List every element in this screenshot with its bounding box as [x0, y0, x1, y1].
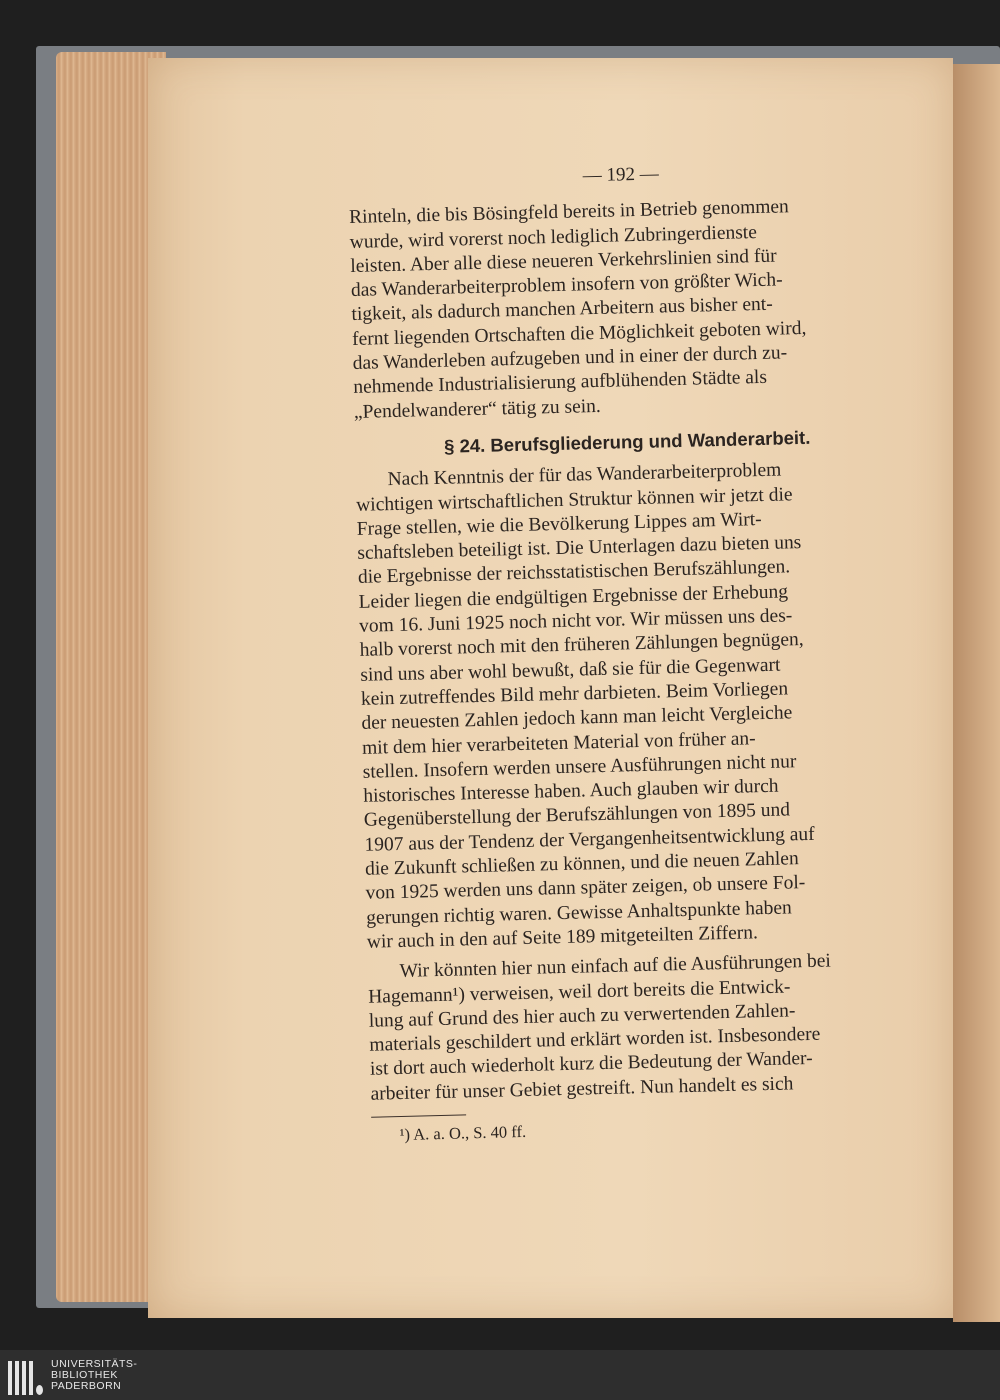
- text-line: ist dort auch wiederholt kurz die Bedeutung der Wander-: [369, 1048, 813, 1081]
- text-line: das Wanderarbeiterproblem insofern von größter Wich-: [350, 269, 783, 302]
- library-logo-text: [51, 1359, 137, 1392]
- section-heading: § 24. Berufsgliederung und Wanderarbeit.: [443, 426, 811, 457]
- paragraph-1: [349, 193, 899, 425]
- text-line: Rinteln, die bis Bösingfeld bereits in Betrieb genommen: [348, 196, 790, 229]
- text-line: wichtigen wirtschaftlichen Struktur können wir jetzt die: [355, 483, 793, 516]
- text-line: arbeiter für unser Gebiet gestreift. Nun handelt es sich: [370, 1073, 794, 1105]
- text-line: vom 16. Juni 1925 noch nicht vor. Wir müssen uns des-: [358, 605, 793, 637]
- text-line: sind uns aber wohl bewußt, daß sie für die Gegenwart: [360, 654, 781, 686]
- text-line: Leider liegen die endgültigen Ergebnisse der Erhebung: [358, 581, 789, 613]
- logo-line: PADERBORN: [51, 1379, 122, 1392]
- text-line: kein zutreffendes Bild mehr darbieten. Beim Vorliegen: [360, 678, 789, 710]
- text-line: halb vorerst noch mit den früheren Zählungen begnügen,: [359, 629, 804, 662]
- text-line: nehmende Industrialisierung aufblühenden Städte als: [353, 367, 768, 399]
- text-line: 1907 aus der Tendenz der Vergangenheitsentwicklung auf: [364, 823, 815, 856]
- page-text: [348, 157, 917, 1148]
- text-line: Hagemann¹) verweisen, weil dort bereits die Entwick-: [367, 975, 791, 1008]
- text-line: Gegenüberstellung der Berufszählungen von 1895 und: [363, 799, 791, 832]
- text-line: der neuesten Zahlen jedoch kann man leicht Vergleiche: [361, 702, 793, 735]
- text-line: Wir könnten hier nun einfach auf die Ausführungen bei: [399, 950, 832, 983]
- text-line: tigkeit, als dadurch manchen Arbeitern aus bisher ent-: [351, 294, 773, 326]
- text-line: Frage stellen, wie die Bevölkerung Lippes am Wirt-: [356, 508, 762, 540]
- footnote-divider: [371, 1114, 466, 1117]
- library-logo-icon: [8, 1355, 43, 1395]
- text-line: wurde, wird vorerst noch lediglich Zubringerdienste: [349, 221, 758, 253]
- text-line: materials geschildert und erklärt worden ist. Insbesondere: [369, 1023, 821, 1056]
- logo-line: BIBLIOTHEK: [51, 1368, 118, 1381]
- text-line: stellen. Insofern werden unsere Ausführungen nicht nur: [362, 751, 797, 783]
- paragraph-2: [355, 456, 912, 955]
- facing-page-edge: [953, 64, 1000, 1322]
- text-line: lung auf Grund des hier auch zu verwertenden Zahlen-: [368, 1000, 796, 1032]
- paragraph-3: [367, 948, 915, 1107]
- text-line: das Wanderleben aufzugeben und in einer der durch zu-: [352, 342, 788, 375]
- text-line: Nach Kenntnis der für das Wanderarbeiterproblem: [387, 459, 782, 491]
- page-number: — 192 —: [582, 163, 659, 187]
- text-line: von 1925 werden uns dann später zeigen, ob unsere Fol-: [365, 872, 806, 905]
- text-line: wir auch in den auf Seite 189 mitgeteilten Ziffern.: [366, 922, 759, 953]
- text-line: die Zukunft schließen zu können, und die neuen Zahlen: [364, 848, 799, 880]
- library-footer: [0, 1350, 1000, 1400]
- text-line: leisten. Aber alle diese neueren Verkehrslinien sind für: [350, 245, 777, 277]
- logo-line: UNIVERSITÄTS-: [51, 1357, 138, 1370]
- text-line: schaftsleben beteiligt ist. Die Unterlagen dazu bieten uns: [357, 532, 802, 565]
- text-line: die Ergebnisse der reichsstatistischen Berufszählungen.: [357, 556, 791, 589]
- text-line: historisches Interesse haben. Auch glauben wir durch: [363, 775, 779, 807]
- text-line: mit dem hier verarbeiteten Material von früher an-: [361, 727, 756, 759]
- text-line: gerungen richtig waren. Gewisse Anhaltspunkte haben: [366, 896, 793, 929]
- text-line: fernt liegenden Ortschaften die Möglichkeit geboten wird,: [351, 317, 807, 350]
- text-line: „Pendelwanderer“ tätig zu sein.: [353, 395, 602, 423]
- footnote: ¹) A. a. O., S. 40 ff.: [399, 1121, 527, 1145]
